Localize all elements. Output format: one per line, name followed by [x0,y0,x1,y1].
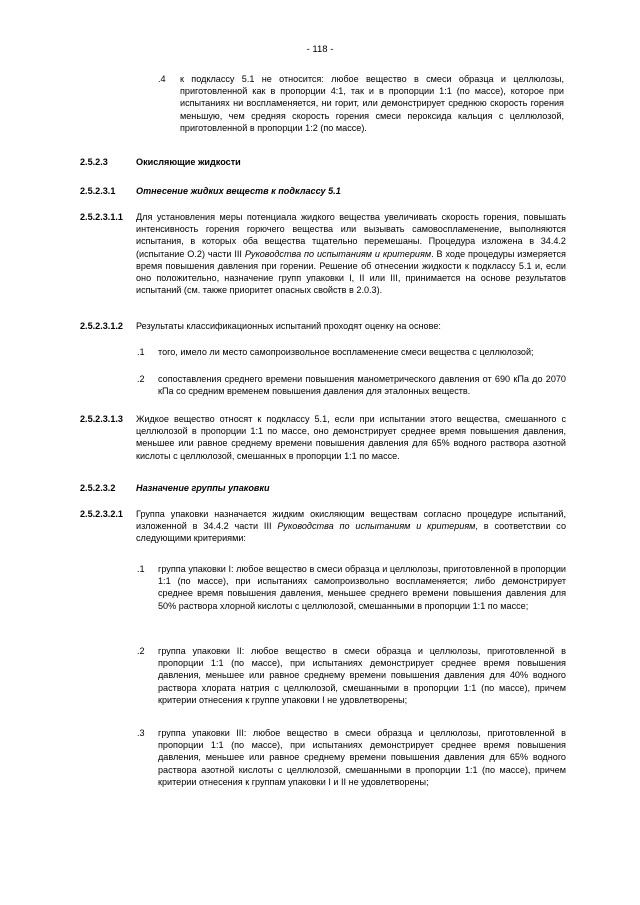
item-number: .2 [137,646,145,656]
paragraph-text: . В ходе процедуры измеряется время повышения давления при горении. Решение об отнесении жидкости к подклассу 5.1 и, если оно положительно, назначение групп упаковки I, II или III, принимается на основе результатов испытаний (см. также приоритет опасных свойств в 2.0.3). [136,248,566,296]
paragraph-text: Группа упаковки назначается жидким окисляющим веществам согласно процедуре испытаний, изложенной в 34.4.2 части III [136,509,566,532]
section-number: 2.5.2.3 [80,157,108,167]
section-number: 2.5.2.3.2 [80,483,116,493]
paragraph [136,211,566,296]
item-text: сопоставления среднего времени повышения манометрического давления от 690 кПа до 2070 кПа со средним временем повышения давления для эталонных веществ. [158,374,566,397]
paragraph: Результаты классификационных испытаний проходят оценку на основе: [136,321,441,331]
page-number: - 118 - [306,44,334,55]
section-number: 2.5.2.3.1.1 [80,212,123,222]
document-reference: Руководства по испытаниям и критериям [244,248,432,259]
section-number: 2.5.2.3.1.2 [80,321,123,331]
item-text: группа упаковки I: любое вещество в смеси образца и целлюлозы, приготовленной в пропорции 1:1 (по массе), при испытаниях самопроизвольно воспламеняется; либо демонстрирует среднее время повышения давления, меньшее среднего времени повышения давления для 50% раствора хлорной кислоты с целлюлозой, смешанными в пропорции 1:1 по массе; [158,564,566,611]
item-text: к подклассу 5.1 не относится: любое вещество в смеси образца и целлюлозы, приготовленной как в пропорции 4:1, так и в пропорции 1:1 (по массе), которое при испытаниях ни воспламеняется, ни горит, или демонстрирует среднюю скорость горения меньшую, чем средняя скорость горения смеси пероксида кальция с целлюлозой, приготовленной в пропорции 1:2 (по массе). [180,74,564,133]
section-number: 2.5.2.3.2.1 [80,509,123,519]
item-text: группа упаковки II: любое вещество в смеси образца и целлюлозы, приготовленной в пропорции 1:1 (по массе), при испытаниях демонстрирует среднее время повышения давления, меньшее или равное среднему времени повышения давления для 40% водного раствора хлората натрия с целлюлозой, смешанными в пропорции 1:1 (по массе), причем критерии отнесения к группе упаковки I не удовлетворены; [158,646,566,705]
paragraph-text: , в соответствии со следующими критериями: [136,521,567,544]
paragraph: Жидкое вещество относят к подклассу 5.1, если при испытании этого вещества, смешанного с целлюлозой в пропорции 1:1 по массе, оно демонстрирует среднее время повышения давления, меньшее или равное среднему времени повышения давления для 65% водного раствора азотной кислоты с целлюлозой, смешанных в пропорции 1:1 по массе. [136,414,566,461]
item-number: .2 [137,374,145,384]
section-number: 2.5.2.3.1.3 [80,414,123,424]
paragraph-text: Для установления меры потенциала жидкого вещества увеличивать скорость горения, повышать интенсивность горения горючего вещества или вызывать самовоспламенение, выполняются испытания, в которых оба вещества тщательно перемешаны. Процедура изложена в 34.4.2 (испытание O.2) части III [136,212,566,259]
item-text: группа упаковки III: любое вещество в смеси образца и целлюлозы, приготовленной в пропорции 1:1 (по массе), при испытаниях демонстрирует среднее время повышения давления, меньшее или равное среднему времени повышения давления для 65% водного раствора азотной кислоты с целлюлозой, смешанными в пропорции 1:1 (по массе), причем критерии отнесения к группам упаковки I и II не удовлетворены; [158,728,566,787]
item-number: .4 [158,74,166,84]
item-number: .1 [137,564,145,574]
section-title: Окисляющие жидкости [136,157,241,167]
section-title: Отнесение жидких веществ к подклассу 5.1 [136,186,341,196]
item-number: .3 [137,728,145,738]
item-text: того, имело ли место самопроизвольное воспламенение смеси вещества с целлюлозой; [158,347,534,357]
section-number: 2.5.2.3.1 [80,186,116,196]
section-title: Назначение группы упаковки [136,483,270,493]
paragraph [136,508,566,545]
document-reference: Руководства по испытаниям и критериям [277,521,476,532]
item-number: .1 [137,347,145,357]
